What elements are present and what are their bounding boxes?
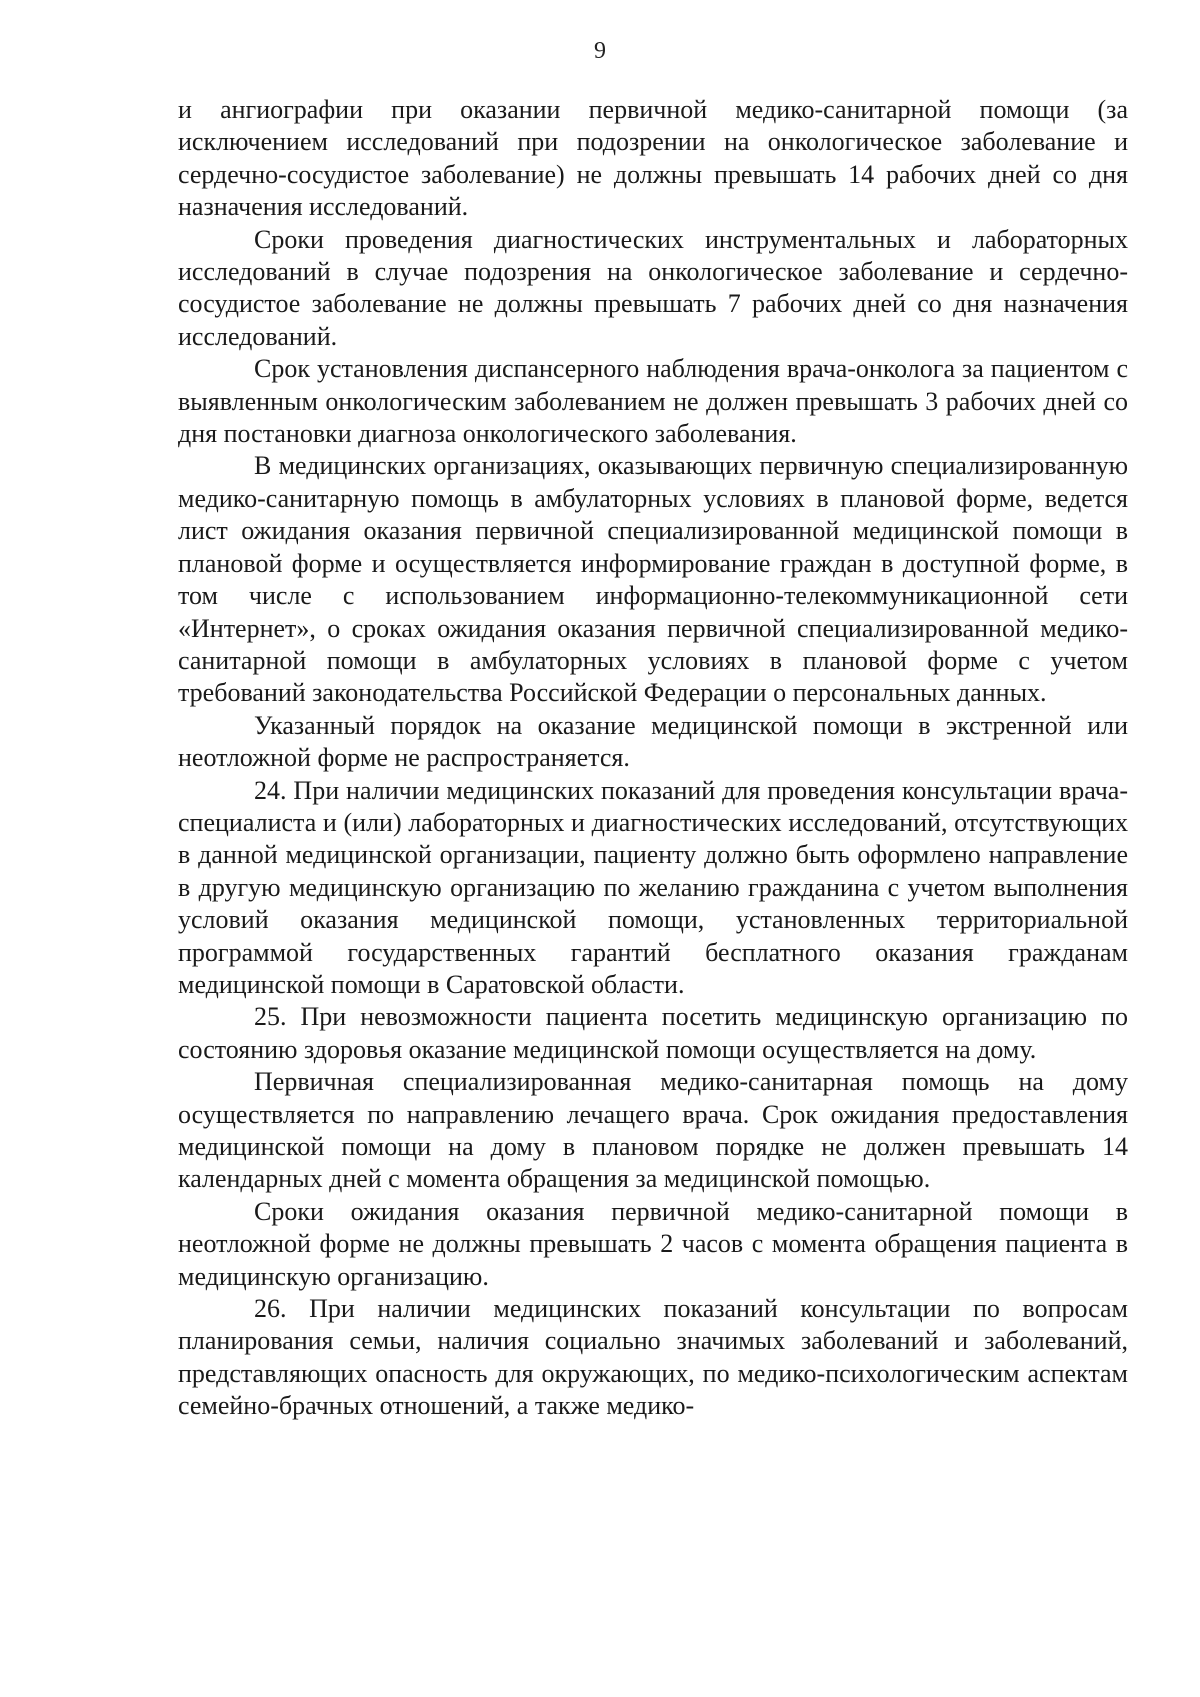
document-body <box>178 94 1128 1423</box>
paragraph: и ангиографии при оказании первичной медико-санитарной помощи (за исключением исследований при подозрении на онкологическое заболевание и сердечно-сосудистое заболевание) не должны превышать 14 рабочих дней со дня назначения исследований. <box>178 95 1128 222</box>
paragraph: Указанный порядок на оказание медицинской помощи в экстренной или неотложной форме не распространяется. <box>178 710 1128 773</box>
paragraph: Сроки ожидания оказания первичной медико-санитарной помощи в неотложной форме не должны превышать 2 часов с момента обращения пациента в медицинскую организацию. <box>178 1196 1128 1291</box>
paragraph: Первичная специализированная медико-санитарная помощь на дому осуществляется по направлению лечащего врача. Срок ожидания предоставления медицинской помощи на дому в плановом порядке не должен превышать 14 календарных дней с момента обращения за медицинской помощью. <box>178 1067 1128 1194</box>
paragraph-item-25: 25. При невозможности пациента посетить медицинскую организацию по состоянию здоровья оказание медицинской помощи осуществляется на дому. <box>178 1002 1128 1064</box>
paragraph: Срок установления диспансерного наблюдения врача-онколога за пациентом с выявленным онкологическим заболеванием не должен превышать 3 рабочих дней со дня постановки диагноза онкологического заболевания. <box>178 354 1128 449</box>
paragraph: В медицинских организациях, оказывающих первичную специализированную медико-санитарную помощь в амбулаторных условиях в плановой форме, ведется лист ожидания оказания первичной специализированной медицинской помощи в плановой форме и осуществляется информирование граждан в доступной форме, в том числе с использованием информационно-телекоммуникационной сети «Интернет», о сроках ожидания оказания первичной специализированной медико-санитарной помощи в амбулаторных условиях в плановой форме с учетом требований законодательства Российской Федерации о персональных данных. <box>178 451 1128 708</box>
paragraph-item-26: 26. При наличии медицинских показаний консультации по вопросам планирования семьи, наличия социально значимых заболеваний и заболеваний, представляющих опасность для окружающих, по медико-психологическим аспектам семейно-брачных отношений, а также медико- <box>178 1294 1128 1421</box>
page-number: 9 <box>594 38 606 64</box>
paragraph-item-24: 24. При наличии медицинских показаний для проведения консультации врача-специалиста и (или) лабораторных и диагностических исследований, отсутствующих в данной медицинской организации, пациенту должно быть оформлено направление в другую медицинскую организацию по желанию гражданина с учетом выполнения условий оказания медицинской помощи, установленных территориальной программой государственных гарантий бесплатного оказания гражданам медицинской помощи в Саратовской области. <box>178 775 1128 999</box>
paragraph: Сроки проведения диагностических инструментальных и лабораторных исследований в случае подозрения на онкологическое заболевание и сердечно-сосудистое заболевание не должны превышать 7 рабочих дней со дня назначения исследований. <box>178 224 1128 351</box>
